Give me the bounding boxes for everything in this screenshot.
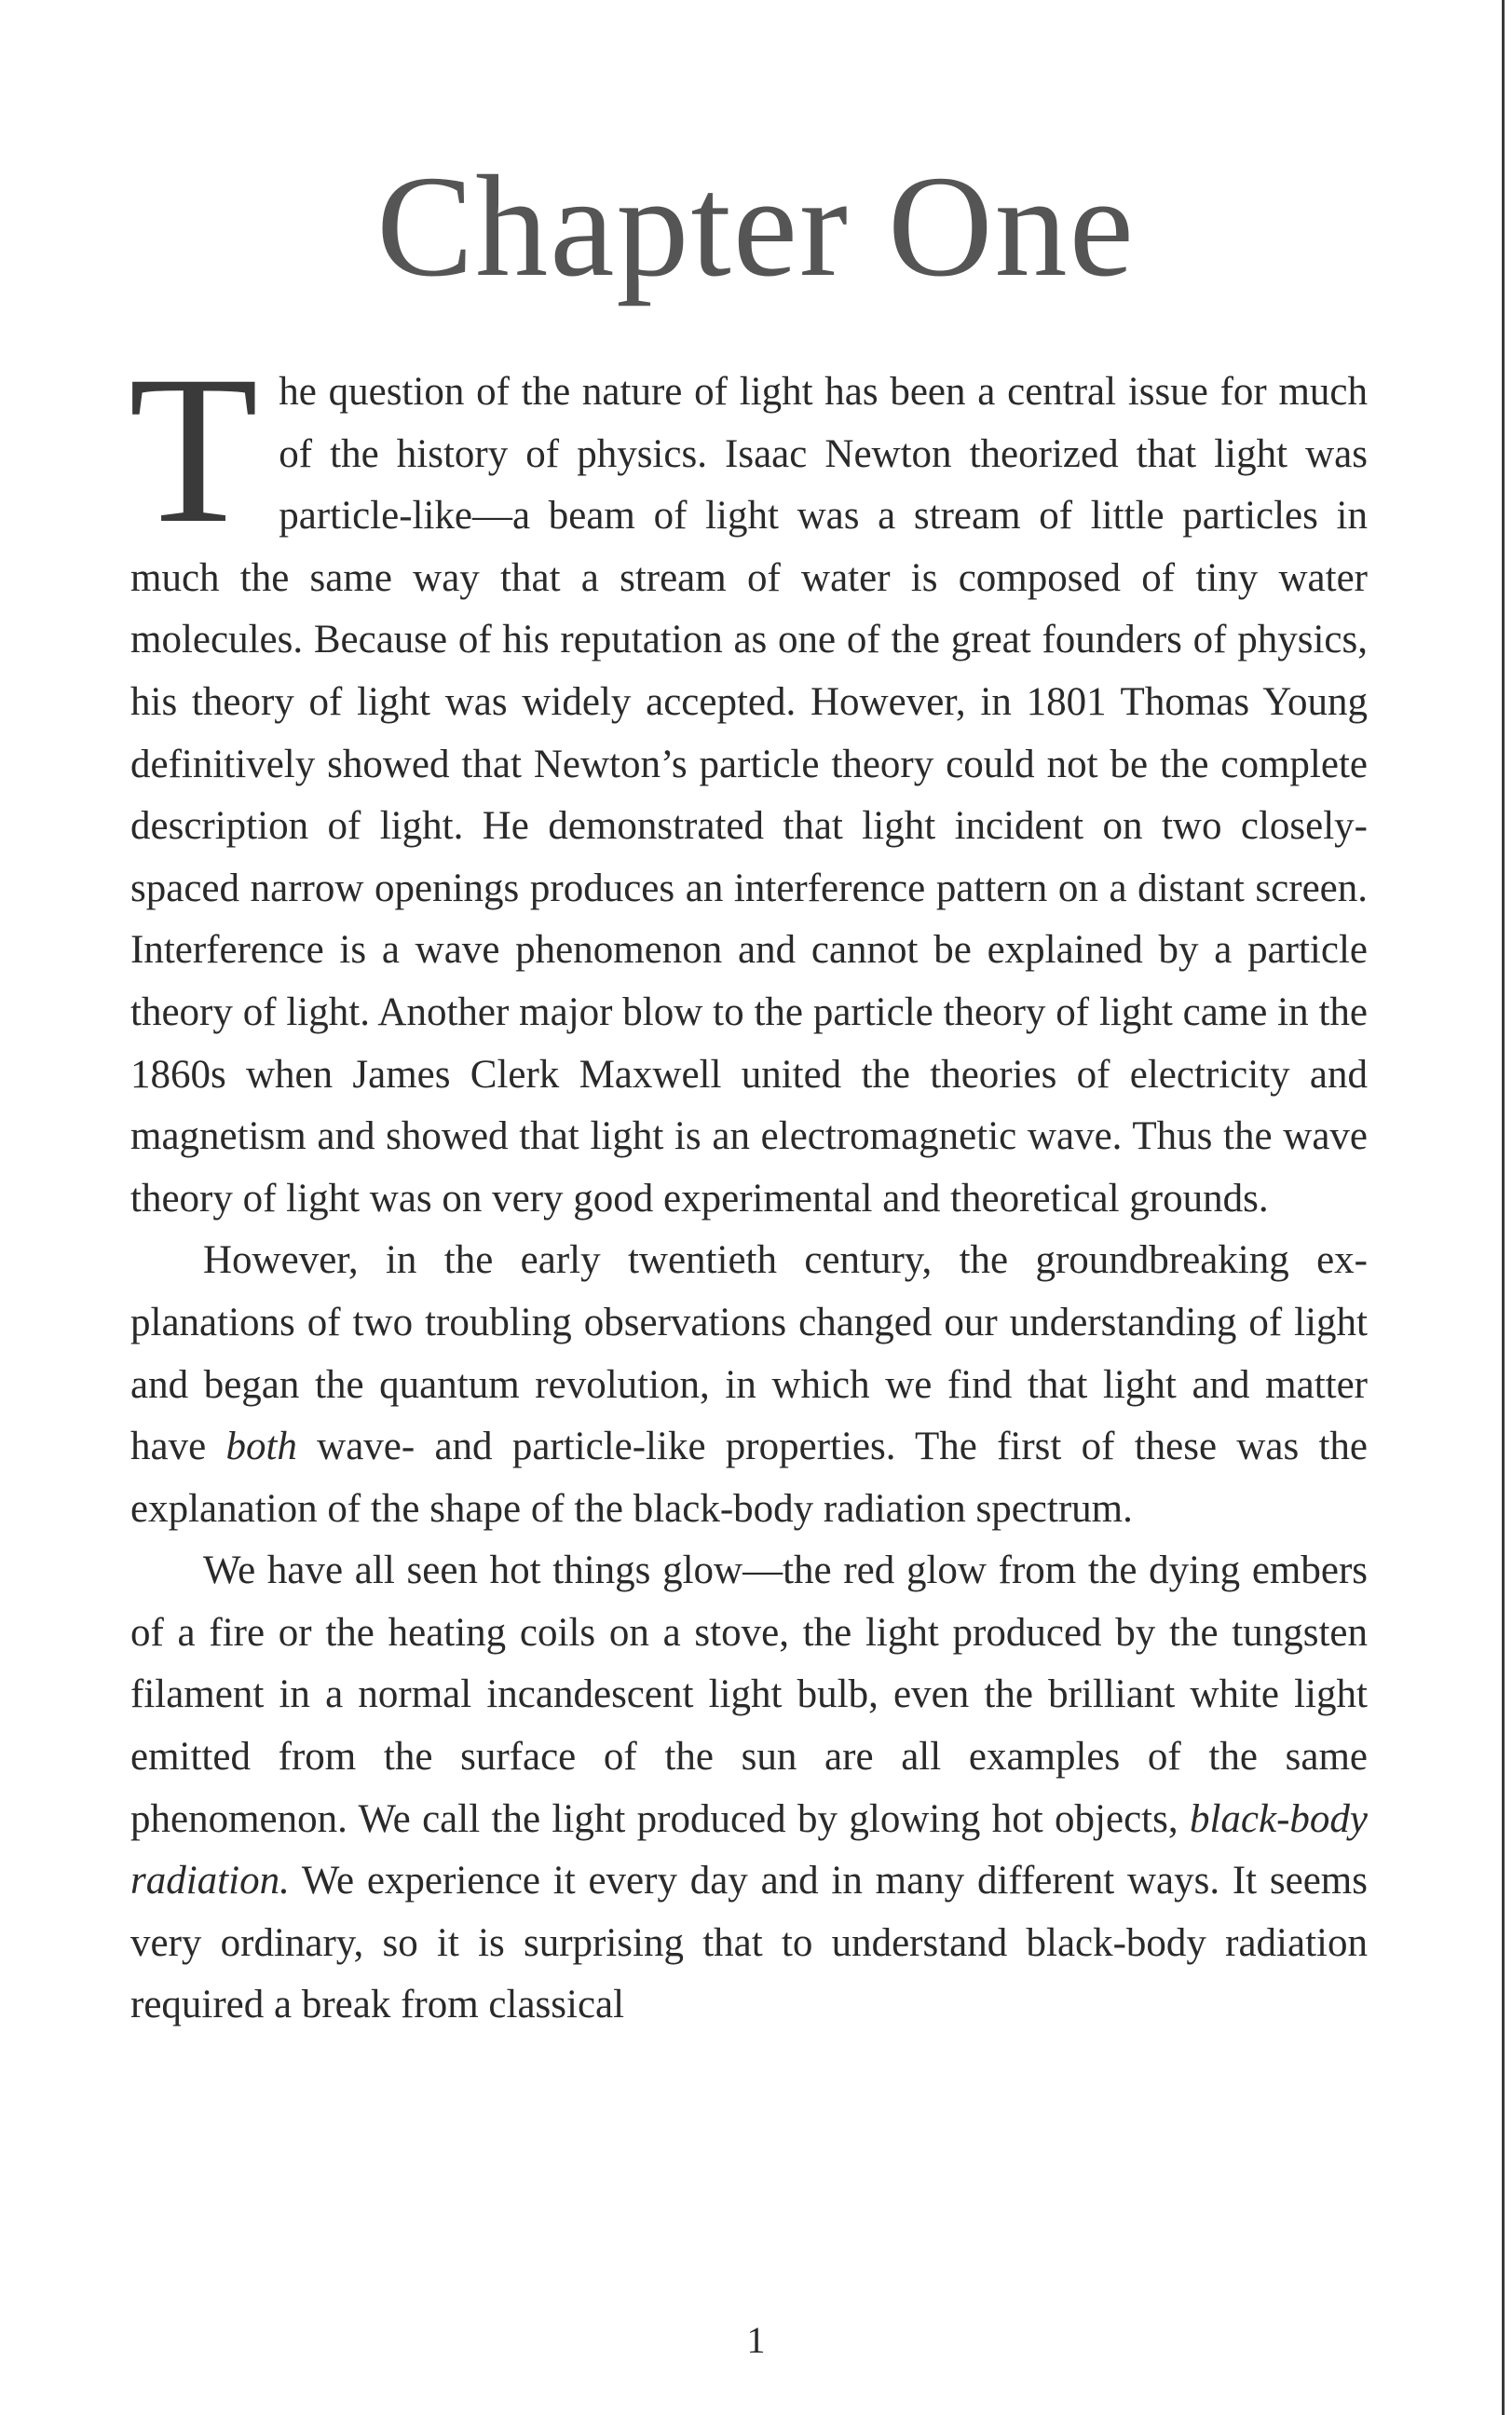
page-edge-line [1502,0,1505,2415]
drop-cap: T [129,333,259,567]
paragraph-text: However, in the early twentieth century, the groundbreaking explanations of two troubling observations changed our understanding of light and began the quantum revolution, in which we find that light and matter have [130,1238,1368,1469]
emphasis-text: both [225,1425,297,1469]
chapter-title: Chapter One [376,145,1136,307]
emphasis-text: black-body radiation. [130,1796,1368,1903]
body-text [129,333,1368,2037]
paragraph-text: We experience it every day and in many different ways. It seems very ordinary, so it is surprising that to understand black-body radiation required a break from classical [130,1859,1368,2027]
paragraph-text: We have all seen hot things glow—the red glow from the dying embers of a fire or the heating coils on a stove, the light produced by the tungsten filament in a normal incandescent light bulb, even the brilliant white light emitted from the surface of the sun are all examples of the same phenomenon. We call the light produced by glowing hot objects, [130,1549,1368,1841]
paragraph-1 [129,333,1368,1230]
paragraph-text: wave- and particle-like properties. The first of these was the explanation of the shape of the black-body radiation spectrum. [130,1425,1368,1531]
paragraph-text: he question of the nature of light has been a central issue for much of the history of physics. Isaac Newton theorized that light was particle-like—a beam of light was a stream of little particles in much the same way that a stream of water is composed of tiny water molecules. Because of his reputation as one of the great founders of physics, his theory of light was widely accepted. However, in 1801 Thomas Young definitively showed that Newton’s particle theory could not be the complete description of light. He demonstrated that light incident on two closely-spaced narrow openings produces an interference pattern on a distant screen. Interference is a wave phenomenon and cannot be explained by a particle theory of light. Another major blow to the particle theory of light came in the 1860s when James Clerk Maxwell united the theories of electricity and magnetism and showed that light is an electromagnetic wave. Thus the wave theory of light was on very good experimental and theoretical grounds. [130,370,1368,1221]
paragraph-3 [130,1540,1368,2037]
paragraph-2 [130,1230,1368,1540]
page-number: 1 [746,2319,766,2361]
